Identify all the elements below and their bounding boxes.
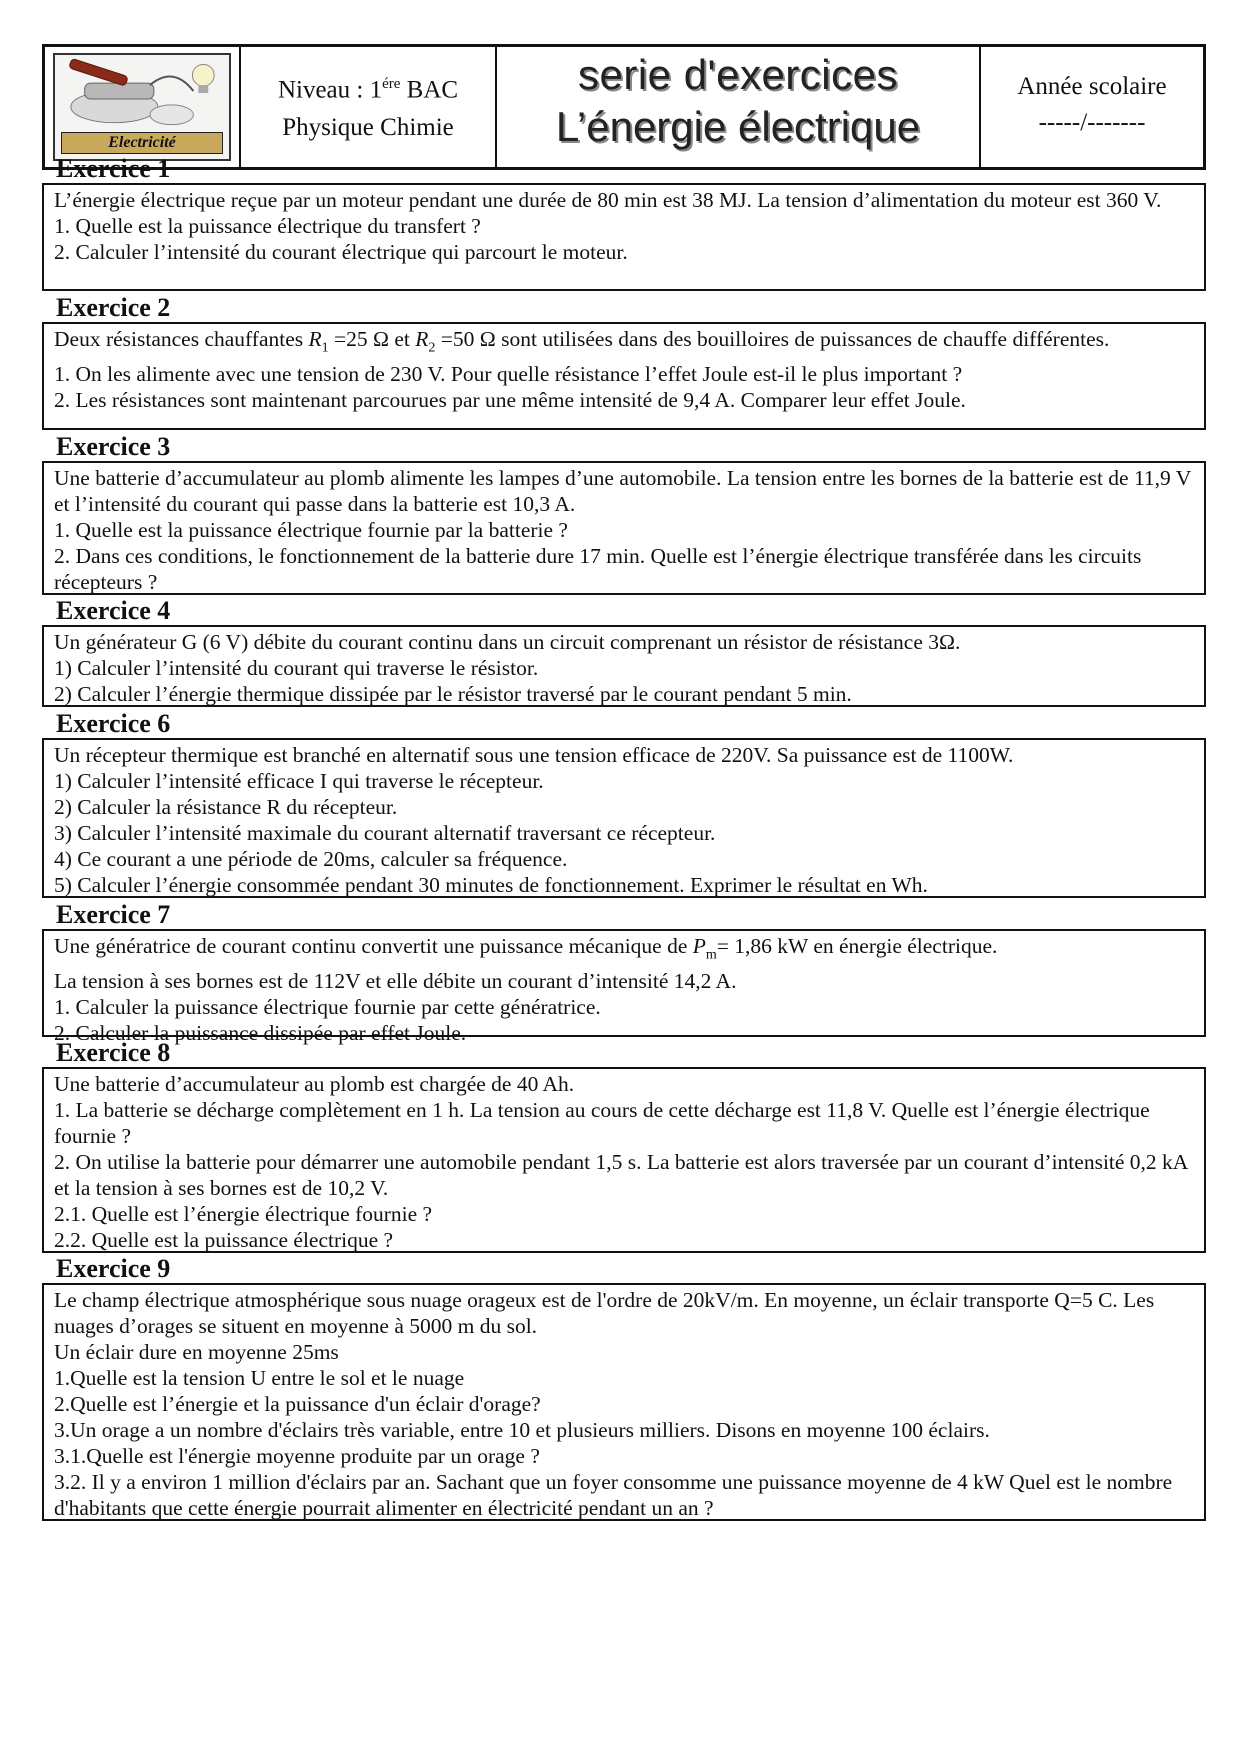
exercise-line: 1) Calculer l’intensité efficace I qui traverse le récepteur.: [54, 769, 544, 793]
annee-cell: [981, 47, 1203, 167]
pm-subscript: m: [705, 947, 717, 963]
exercise-1-box: [42, 183, 1206, 291]
exercise-3-box: [42, 461, 1206, 595]
exercise-line: 2.Quelle est l’énergie et la puissance d'un éclair d'orage?: [54, 1392, 541, 1416]
exercise-line: 1. Quelle est la puissance électrique fournie par la batterie ?: [54, 518, 568, 542]
exercise-7-title: Exercice 7: [56, 900, 171, 929]
r1-symbol: R: [308, 327, 322, 351]
exercise-3-title: Exercice 3: [56, 432, 171, 461]
r2-symbol: R: [415, 327, 429, 351]
exercise-line: 2. Les résistances sont maintenant parcourues par une même intensité de 9,4 A. Comparer leur effet Joule.: [54, 388, 966, 413]
exercise-2-box: [42, 322, 1206, 430]
exercise-line: 1. Calculer la puissance électrique fournie par cette génératrice.: [54, 995, 601, 1020]
exercise-4-title: Exercice 4: [56, 596, 171, 625]
annee-value: -----/-------: [1038, 109, 1146, 136]
exercise-line: 1. La batterie se décharge complètement en 1 h. La tension au cours de cette décharge est 11,8 V. Quelle est l’énergie électrique fournie ?: [54, 1098, 1150, 1148]
exercise-line: 1. Quelle est la puissance électrique du transfert ?: [54, 214, 481, 238]
niveau-sup: ére: [382, 76, 401, 92]
exercise-line: 2.1. Quelle est l’énergie électrique fournie ?: [54, 1202, 433, 1226]
intro-text: Deux résistances chauffantes: [54, 327, 309, 351]
niveau-cell: [241, 47, 497, 167]
exercise-line: 2) Calculer l’énergie thermique dissipée par le résistor traversé par le courant pendant 5 min.: [54, 682, 852, 706]
electricity-logo: [53, 53, 231, 161]
exercise-line: 1.Quelle est la tension U entre le sol et le nuage: [54, 1366, 465, 1390]
exercise-line: Le champ électrique atmosphérique sous nuage orageux est de l'ordre de 20kV/m. En moyenne, un éclair transporte Q=5 C. Les nuages d’orages se situent en moyenne à 5000 m du sol.: [54, 1288, 1155, 1338]
niveau-text: [241, 65, 495, 109]
r1-subscript: 1: [321, 340, 329, 356]
exercise-intro: [54, 326, 1194, 361]
exercise-6-title: Exercice 6: [56, 709, 171, 738]
exercise-intro: [54, 933, 1194, 968]
series-title: serie d'exercices: [578, 51, 898, 98]
exercise-line: Un générateur G (6 V) débite du courant continu dans un circuit comprenant un résistor de résistance 3Ω.: [54, 630, 961, 654]
exercise-line: 2) Calculer la résistance R du récepteur.: [54, 795, 398, 819]
title-cell: [497, 47, 981, 167]
exercise-9-box: [42, 1283, 1206, 1521]
intro-text: =50 Ω sont utilisées dans des bouilloires de puissances de chauffe différentes.: [435, 327, 1110, 351]
exercise-9-title: Exercice 9: [56, 1254, 171, 1283]
niveau-suffix: BAC: [400, 76, 459, 104]
exercise-line: 5) Calculer l’énergie consommée pendant 30 minutes de fonctionnement. Exprimer le résultat en Wh.: [54, 873, 928, 897]
exercise-line: 2.2. Quelle est la puissance électrique ?: [54, 1228, 394, 1252]
intro-text: Une génératrice de courant continu convertit une puissance mécanique de: [54, 934, 693, 958]
intro-text: = 1,86 kW en énergie électrique.: [716, 934, 998, 958]
logo-cell: [45, 47, 241, 167]
intro-text: =25 Ω et: [328, 327, 416, 351]
exercise-7-box: [42, 929, 1206, 1046]
pm-symbol: P: [692, 934, 706, 958]
exercise-line: 3.Un orage a un nombre d'éclairs très variable, entre 10 et plusieurs milliers. Disons en moyenne 100 éclairs.: [54, 1418, 990, 1442]
exercise-line: 3) Calculer l’intensité maximale du courant alternatif traversant ce récepteur.: [54, 821, 716, 845]
topic-title: L’énergie électrique: [555, 103, 921, 150]
exercise-line: 3.2. Il y a environ 1 million d'éclairs par an. Sachant que un foyer consomme une puissance moyenne de 4 kW Quel est le nombre d'habitants que cette énergie pourrait alimenter en électricité pendant un an ?: [54, 1470, 1173, 1520]
exercise-line: La tension à ses bornes est de 112V et elle débite un courant d’intensité 14,2 A.: [54, 969, 737, 994]
r2-subscript: 2: [428, 340, 436, 356]
header-table: [42, 44, 1206, 170]
exercise-line: 4) Ce courant a une période de 20ms, calculer sa fréquence.: [54, 847, 568, 871]
exercise-line: 1. On les alimente avec une tension de 230 V. Pour quelle résistance l’effet Joule est-il le plus important ?: [54, 362, 963, 387]
exercise-8-title: Exercice 8: [56, 1038, 171, 1067]
appliance-illustration-icon: [55, 55, 229, 135]
exercise-line: 2. Calculer la puissance dissipée par effet Joule.: [54, 1021, 467, 1046]
exercise-6-box: [42, 738, 1206, 898]
exercise-line: 3.1.Quelle est l'énergie moyenne produite par un orage ?: [54, 1444, 540, 1468]
exercise-line: 2. Dans ces conditions, le fonctionnement de la batterie dure 17 min. Quelle est l’énergie électrique transférée dans les circuits récepteurs ?: [54, 544, 1142, 594]
exercise-line: 2. On utilise la batterie pour démarrer une automobile pendant 1,5 s. La batterie est alors traversée par un courant d’intensité 0,2 kA et la tension à ses bornes est de 10,2 V.: [54, 1150, 1188, 1200]
matiere-text: Physique Chimie: [282, 114, 454, 142]
exercise-1-title: Exercice 1: [56, 154, 171, 183]
exercise-line: Un récepteur thermique est branché en alternatif sous une tension efficace de 220V. Sa puissance est de 1100W.: [54, 743, 1014, 767]
exercise-8-box: [42, 1067, 1206, 1253]
niveau-prefix: Niveau : 1: [277, 76, 383, 104]
exercise-line: 2. Calculer l’intensité du courant électrique qui parcourt le moteur.: [54, 240, 628, 264]
logo-label: Electricité: [61, 132, 223, 154]
exercise-2-title: Exercice 2: [56, 293, 171, 322]
exercise-line: 1) Calculer l’intensité du courant qui traverse le résistor.: [54, 656, 539, 680]
exercise-line: Une batterie d’accumulateur au plomb est chargée de 40 Ah.: [54, 1072, 575, 1096]
exercise-4-box: [42, 625, 1206, 707]
exercise-line: Une batterie d’accumulateur au plomb alimente les lampes d’une automobile. La tension entre les bornes de la batterie est de 11,9 V et l’intensité du courant qui passe dans la batterie est 10,3 A.: [54, 466, 1191, 516]
annee-label: Année scolaire: [1017, 73, 1167, 100]
exercise-line: L’énergie électrique reçue par un moteur pendant une durée de 80 min est 38 MJ. La tension d’alimentation du moteur est 360 V.: [54, 188, 1162, 212]
exercise-line: Un éclair dure en moyenne 25ms: [54, 1340, 339, 1364]
